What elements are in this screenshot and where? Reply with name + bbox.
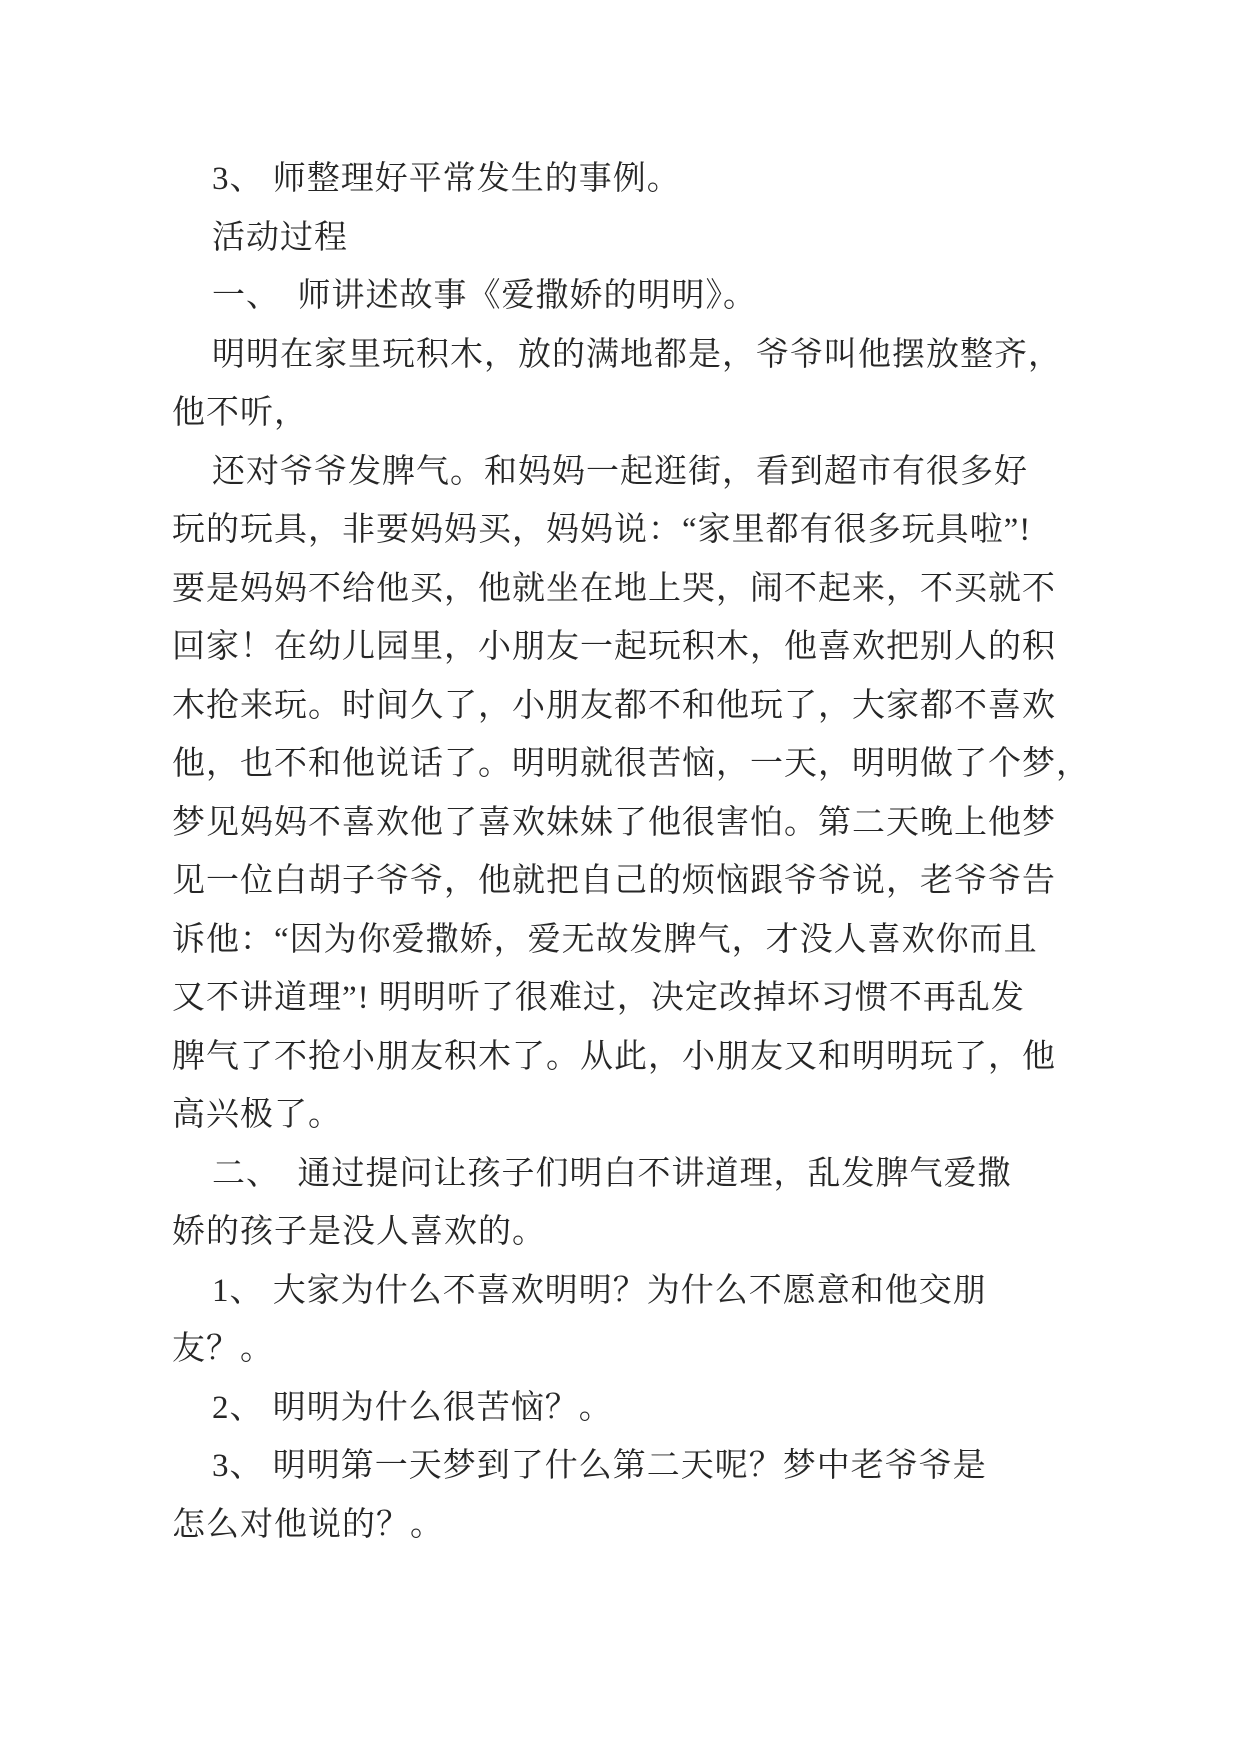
text-line: 木抢来玩。时间久了，小朋友都不和他玩了，大家都不喜欢 [172,687,1056,724]
text-line: 诉他：“因为你爱撒娇，爱无故发脾气，才没人喜欢你而且 [172,921,1038,958]
text-line: 明明在家里玩积木，放的满地都是，爷爷叫他摆放整齐， [212,336,1062,373]
text-line: 2、 明明为什么很苦恼？。 [212,1389,613,1426]
text-line: 3、 师整理好平常发生的事例。 [212,161,681,197]
text-line: 玩的玩具，非要妈妈买，妈妈说：“家里都有很多玩具啦”! [172,512,1032,548]
text-line: 娇的孩子是没人喜欢的。 [172,1214,546,1250]
text-line: 二、 通过提问让孩子们明白不讲道理，乱发脾气爱撒 [212,1155,1012,1192]
text-line: 怎么对他说的？。 [172,1506,444,1543]
text-line: 又不讲道理”! 明明听了很难过，决定改掉坏习惯不再乱发 [172,980,1025,1016]
text-line: 要是妈妈不给他买，他就坐在地上哭，闹不起来，不买就不 [172,570,1056,607]
text-line: 3、 明明第一天梦到了什么第二天呢？梦中老爷爷是 [212,1448,987,1484]
document-text [172,150,1090,1554]
text-line: 还对爷爷发脾气。和妈妈一起逛街，看到超市有很多好 [212,453,1028,490]
text-line: 1、 大家为什么不喜欢明明？为什么不愿意和他交朋 [212,1272,987,1309]
text-line: 友？。 [172,1331,274,1367]
text-line: 见一位白胡子爷爷，他就把自己的烦恼跟爷爷说，老爷爷告 [172,863,1056,899]
text-line: 梦见妈妈不喜欢他了喜欢妹妹了他很害怕。第二天晚上他梦 [172,804,1056,841]
text-line: 他，也不和他说话了。明明就很苦恼，一天，明明做了个梦， [172,746,1090,782]
text-line: 活动过程 [212,219,348,256]
text-line: 高兴极了。 [172,1097,342,1133]
text-line: 一、 师讲述故事《爱撒娇的明明》。 [212,278,757,314]
text-line: 脾气了不抢小朋友积木了。从此，小朋友又和明明玩了，他 [172,1038,1056,1075]
text-line: 回家！在幼儿园里，小朋友一起玩积木，他喜欢把别人的积 [172,629,1056,665]
text-line: 他不听， [172,395,308,431]
